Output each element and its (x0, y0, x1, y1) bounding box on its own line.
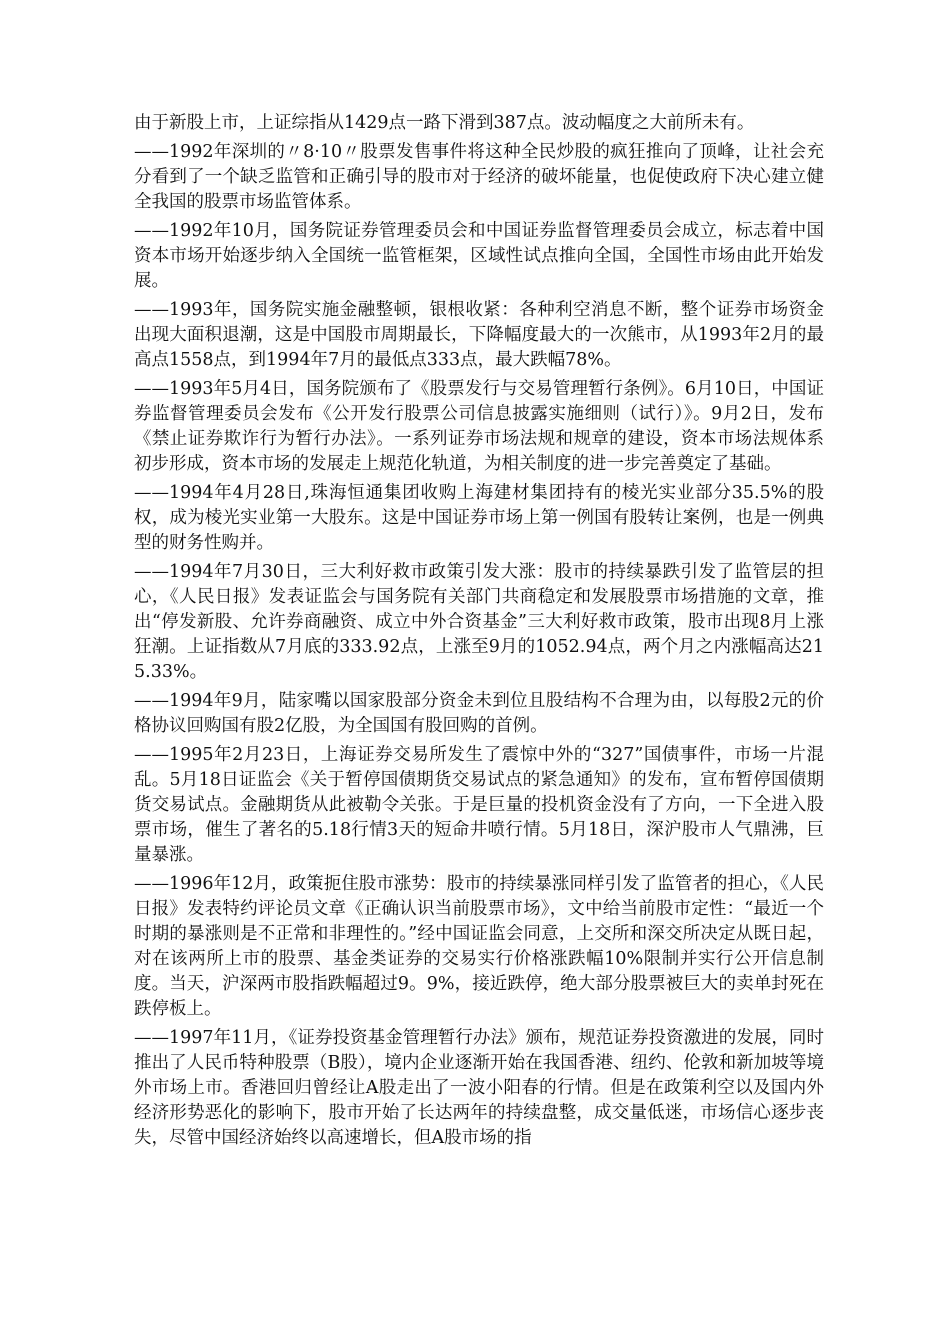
paragraph: ——1993年，国务院实施金融整顿，银根收紧：各种利空消息不断，整个证券市场资金出现大面积退潮，这是中国股市周期最长，下降幅度最大的一次熊市，从1993年2月的最高点1558点，到1994年7月的最低点333点，最大跌幅78%。 (134, 300, 824, 370)
paragraph: ——1992年深圳的〃8·10〃股票发售事件将这种全民炒股的疯狂推向了顶峰，让社会充分看到了一个缺乏监管和正确引导的股市对于经济的破坏能量，也促使政府下决心建立健全我国的股票市场监管体系。 (134, 142, 824, 212)
paragraph: ——1994年7月30日，三大利好救市政策引发大涨：股市的持续暴跌引发了监管层的担心，《人民日报》发表证监会与国务院有关部门共商稳定和发展股票市场措施的文章，推出“停发新股、允许券商融资、成立中外合资基金”三大利好救市政策，股市出现8月上涨狂潮。上证指数从7月底的333.92点，上涨至9月的1052.94点，两个月之内涨幅高达215.33%。 (134, 562, 824, 682)
paragraph: ——1995年2月23日，上海证券交易所发生了震惊中外的“327”国债事件，市场一片混乱。5月18日证监会《关于暂停国债期货交易试点的紧急通知》的发布，宣布暂停国债期货交易试点。金融期货从此被勒令关张。于是巨量的投机资金没有了方向，一下全进入股票市场，催生了著名的5.18行情3天的短命井喷行情。5月18日，深沪股市人气鼎沸，巨量暴涨。 (134, 745, 824, 865)
document-body (134, 111, 824, 1155)
paragraph: ——1994年9月，陆家嘴以国家股部分资金未到位且股结构不合理为由，以每股2元的价格协议回购国有股2亿股，为全国国有股回购的首例。 (134, 691, 824, 736)
paragraph: ——1993年5月4日，国务院颁布了《股票发行与交易管理暂行条例》。6月10日，中国证券监督管理委员会发布《公开发行股票公司信息披露实施细则（试行）》。9月2日，发布《禁止证券欺诈行为暂行办法》。一系列证券市场法规和规章的建设，资本市场法规体系初步形成，资本市场的发展走上规范化轨道，为相关制度的进一步完善奠定了基础。 (134, 379, 824, 474)
paragraph: ——1997年11月，《证券投资基金管理暂行办法》颁布，规范证券投资激进的发展，同时推出了人民币特种股票（B股），境内企业逐渐开始在我国香港、纽约、伦敦和新加坡等境外市场上市。香港回归曾经让A股走出了一波小阳春的行情。但是在政策利空以及国内外经济形势恶化的影响下，股市开始了长达两年的持续盘整，成交量低迷，市场信心逐步丧失，尽管中国经济始终以高速增长，但A股市场的指 (134, 1028, 824, 1148)
paragraph: ——1992年10月，国务院证券管理委员会和中国证券监督管理委员会成立，标志着中国资本市场开始逐步纳入全国统一监管框架，区域性试点推向全国，全国性市场由此开始发展。 (134, 221, 824, 291)
paragraph: ——1994年4月28日,珠海恒通集团收购上海建材集团持有的棱光实业部分35.5%的股权，成为棱光实业第一大股东。这是中国证券市场上第一例国有股转让案例，也是一例典型的财务性购并。 (134, 483, 824, 553)
paragraph: ——1996年12月，政策扼住股市涨势：股市的持续暴涨同样引发了监管者的担心，《人民日报》发表特约评论员文章《正确认识当前股票市场》，文中给当前股市定性：“最近一个时期的暴涨则是不正常和非理性的。”经中国证监会同意，上交所和深交所决定从既日起，对在该两所上市的股票、基金类证券的交易实行价格涨跌幅10%限制并实行公开信息制度。当天，沪深两市股指跌幅超过9。9%，接近跌停，绝大部分股票被巨大的卖单封死在跌停板上。 (134, 874, 824, 1019)
paragraph: 由于新股上市，上证综指从1429点一路下滑到387点。波动幅度之大前所未有。 (134, 113, 755, 133)
